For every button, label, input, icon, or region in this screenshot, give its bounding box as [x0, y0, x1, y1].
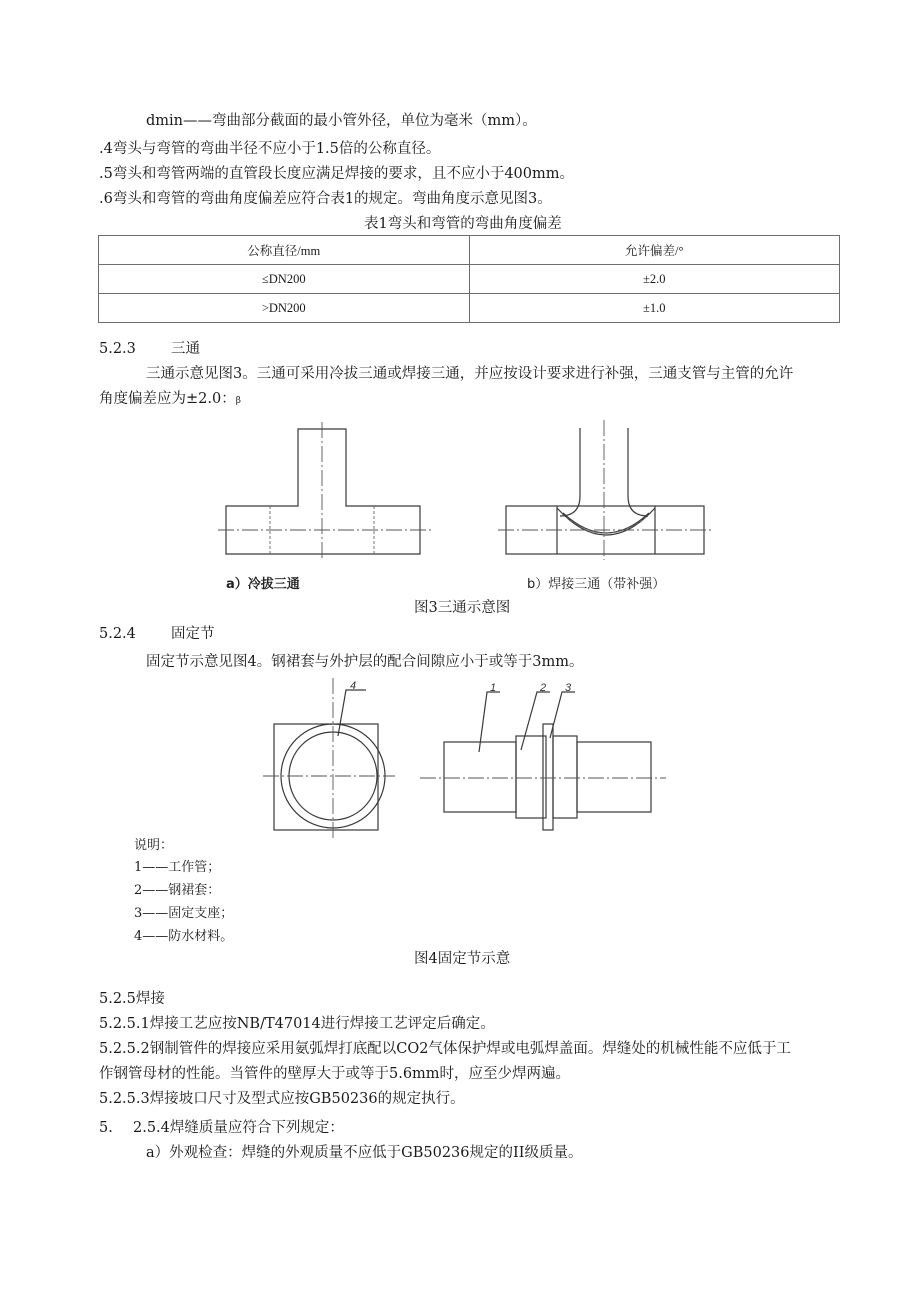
table-cell: ±2.0 [469, 265, 840, 294]
clause-straight-length: .5弯头和弯管两端的直管段长度应满足焊接的要求，且不应小于400mm。 [99, 166, 575, 182]
callout-2: 2 [540, 682, 547, 694]
table-cell: >DN200 [99, 294, 470, 323]
fixed-joint-end-view [263, 678, 395, 838]
fig3-label-b: b）焊接三通（带补强） [527, 577, 666, 592]
fixed-joint-side-view [420, 692, 666, 830]
clause-angle-deviation: .6弯头和弯管的弯曲角度偏差应符合表1的规定。弯曲角度示意见图3。 [99, 191, 552, 207]
section-heading-525: 5.2.5焊接 [99, 991, 165, 1007]
beta-subscript: β [235, 396, 241, 406]
section-number-523: 5.2.3 [99, 341, 136, 357]
welding-clause-4-number: 5. [99, 1120, 113, 1136]
table-header-cell: 允许偏差/° [469, 236, 840, 265]
tee-paragraph-text: 角度偏差应为±2.0： [99, 391, 236, 407]
welding-clause-3: 5.2.5.3焊接坡口尺寸及型式应按GB50236的规定执行。 [99, 1091, 465, 1107]
section-title-fixed-joint: 固定节 [171, 626, 215, 642]
table-header-cell: 公称直径/mm [99, 236, 470, 265]
welding-clause-1: 5.2.5.1焊接工艺应按NB/T47014进行焊接工艺评定后确定。 [99, 1016, 495, 1032]
legend-item: 4——防水材料。 [134, 929, 234, 944]
table-cell: ≤DN200 [99, 265, 470, 294]
callout-1: 1 [490, 682, 497, 694]
fig3-caption: 图3三通示意图 [414, 600, 511, 616]
welded-tee-drawing [498, 420, 712, 560]
clause-bend-radius: .4弯头与弯管的弯曲半径不应小于1.5倍的公称直径。 [99, 141, 441, 157]
section-number-524: 5.2.4 [99, 626, 136, 642]
callout-4: 4 [350, 680, 357, 692]
tee-paragraph-line1: 三通示意见图3。三通可采用冷拔三通或焊接三通，并应按设计要求进行补强，三通支管与主管的允许 [146, 366, 794, 382]
welding-clause-2-line1: 5.2.5.2钢制管件的焊接应采用氨弧焊打底配以CO2气体保护焊或电弧焊盖面。焊缝处的机械性能不应低于工 [99, 1041, 791, 1057]
section-title-tee: 三通 [171, 341, 200, 357]
table-cell: ±1.0 [469, 294, 840, 323]
legend-item: 3——固定支座； [134, 906, 234, 921]
legend-title: 说明： [134, 838, 174, 853]
fig4-caption: 图4固定节示意 [414, 951, 511, 967]
welding-clause-2-line2: 作钢管母材的性能。当管件的壁厚大于或等于5.6mm时，应至少焊两遍。 [99, 1066, 571, 1082]
legend-item: 2——钢裙套： [134, 883, 221, 898]
fig3-label-a: a）冷拔三通 [226, 577, 300, 592]
fixed-joint-paragraph: 固定节示意见图4。钢裙套与外护层的配合间隙应小于或等于3mm。 [146, 654, 584, 670]
legend-item: 1——工作管； [134, 860, 221, 875]
dmin-definition: dmin——弯曲部分截面的最小管外径，单位为毫米（mm）。 [146, 113, 537, 129]
visual-inspection-item: a）外观检查：焊缝的外观质量不应低于GB50236规定的II级质量。 [146, 1145, 583, 1161]
callout-3: 3 [565, 682, 572, 694]
table-caption: 表1弯头和弯管的弯曲角度偏差 [364, 216, 562, 232]
cold-drawn-tee-drawing [218, 422, 432, 560]
welding-clause-4: 2.5.4焊缝质量应符合下列规定： [133, 1120, 344, 1136]
